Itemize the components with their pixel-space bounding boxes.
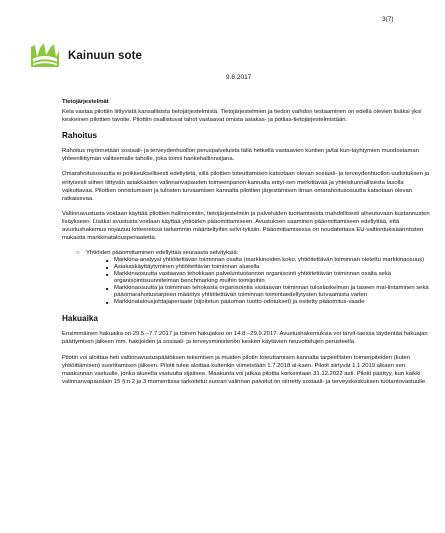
list-item: [106, 264, 430, 271]
document-date: 9.6.2017: [226, 74, 252, 81]
hakuaika-paragraph-1: Ensimmäinen hakuaika on 29.5.–7.7.2017 ja toinen hakujakso on 14.8.–29.9.2017. Avustushakemuksia voi tarvit-taessa täydentää hakuajan päättymisen jälkeen mm. hakijoiden ja sosiaali- ja terveysministeriön kesken käytävien neuvottelujen perusteella.: [62, 331, 428, 346]
square-bullet-icon: ■: [106, 258, 109, 264]
rahoitus-paragraph-2: Omarahoitusosuutta ei poikkeuksellisesti edellytetä, sillä pilottien toteuttamisen katsotaan olevan sosiaali- ja terveydenhuollon uudistuksen ja erityisesti siihen liittyvän asiakkaiden valinnanvapauden toimeenpanon kannalta erityi-sen merkittävää ja yhteiskunnallisesta tasolla vaikuttavaa. Pilottien onnistumisen ja tulosten turvaamisen kannalta pilottien järjestämisen ilman omarahoitusosuutta katsotaan olevan ratkaisevaa.: [62, 171, 430, 202]
capitalization-sublist: [76, 257, 430, 306]
list-item: [106, 299, 430, 306]
rahoitus-paragraph-1: Rahoitus myönnetään sosiaali- ja terveydenhuollon peruspalveluista tällä hetkellä vastaavien kuntien ja/tai kun-tayhtymien muodostaman yhteenliittymän valitsemalle taholle, joka toimii hankehallinnoijana.: [62, 148, 419, 163]
hakuaika-paragraph-2: Pilotin voi aloittaa heti valtionavustuspäätöksen tekemisen ja muiden pilotin toteuttamisen kannalta tarpeellisten toimenpiteiden (kuten yhtiöittämisen) suorittamisen jälkeen. Pilotit tulee aloittaa kuitenkin viimeistään 1.7.2018 al-kaen. Pilotit siirtyvät 1.1.2019 alkaen sen maakunnan vastuulle, jonka alueella vastuulta sijaitsee. Maakunta voi jatkaa pilottia korkeintaan 31.12.2022 asti. Pilotit päättyy, kun kaikki valinnanvapauslain 15 §:n 2 ja 3 momentissa tarkoitetut suoran valinnan palvelut on siirretty sosiaali- ja terveyskeskuksen tuotantovastuulle.: [62, 354, 427, 385]
capitalization-list: [62, 249, 430, 306]
circle-bullet-icon: ○: [76, 250, 80, 257]
list-item-text: Markkinaosuutta ja toiminnan tehokasta organisointia vastaavan toiminnan tuloslaskelman ja taseen mal-lintaminen sekä pääomarahoitustarpeen määritys yhtiöitettävän toiminnan toimintaedellytysten turvaamista varten: [114, 285, 429, 299]
list-item-text: Markkina-analyysi yhtiöitettävän toiminnan osalta (markkinoiden koko, yhtiöitettävän toiminnan oletettu markkinaosuus): [114, 257, 425, 264]
list-item: [106, 271, 430, 285]
rahoitus-paragraph-3: Valtionavustusta voidaan käyttää pilottien hallinnointiin, tietojärjestelmiin ja palveluiden tuottamisesta mahdollisesti aiheutuvaan kustannusten lisäykseen. Lisäksi avustusta voidaan käyttää yhtiöiden pääomittamiseen. Avustuksen saaminen pääomittamiseen edellyttää, että avustushakemus nojautuu kriteereissä tarkemmin määriteltyihin selvi-tyksiin. Pääomittamisessa on noudatettava EU-valtiontukisäännösten mukaista markkinatalousperiaatetta.: [62, 210, 430, 242]
tietojarjestelmat-paragraph: Kela vastaa pilottiin liittyvistä kansallisista tietojärjestelmistä. Tietojärjestelmien ja tiedon vaihdon testaaminen on edellä olevien lisäksi yksi keskeinen pilottien tavoite. Pilottiin osallistuvat tahot vastaavat omista asiakas- ja potilas-tietojärjestelmistään.: [62, 109, 422, 124]
list-item: [106, 257, 430, 264]
logo: [30, 43, 142, 69]
list-item-text: Markkinatalousjohtajaperiaate (sijoitetun pääoman tuotto-odotukset) ja esitetty pääomitus-vaade: [114, 299, 365, 306]
list-item: [106, 285, 430, 299]
list-item: [76, 249, 430, 257]
capitalization-intro: Yhtiöiden pääomittaminen edellyttää seuraavia selvityksiä:: [86, 250, 239, 257]
tietojarjestelmat-heading: Tietojärjestelmät: [62, 99, 109, 105]
document-body: [62, 98, 430, 393]
list-item-text: Asiakaskäyttäytyminen yhtiöitettävän toiminnan alueella: [114, 264, 260, 271]
list-item-text: Markkinaosuutta vastaavan tehokkaan palveluntuotannon organisointi yhtiöitettävän toiminnan osalta sekä organisointisuunnitelman benchmarking muihin toimijoihin: [114, 271, 392, 285]
rahoitus-heading: Rahoitus: [62, 131, 98, 141]
square-bullet-icon: ■: [106, 272, 109, 278]
hakuaika-heading: Hakuaika: [62, 314, 98, 324]
square-bullet-icon: ■: [106, 265, 109, 271]
page-number: 3(7): [382, 16, 394, 23]
square-bullet-icon: ■: [106, 300, 109, 306]
square-bullet-icon: ■: [106, 286, 109, 292]
kainuun-sote-logo-icon: [30, 43, 60, 69]
logo-text: Kainuun sote: [68, 50, 143, 62]
